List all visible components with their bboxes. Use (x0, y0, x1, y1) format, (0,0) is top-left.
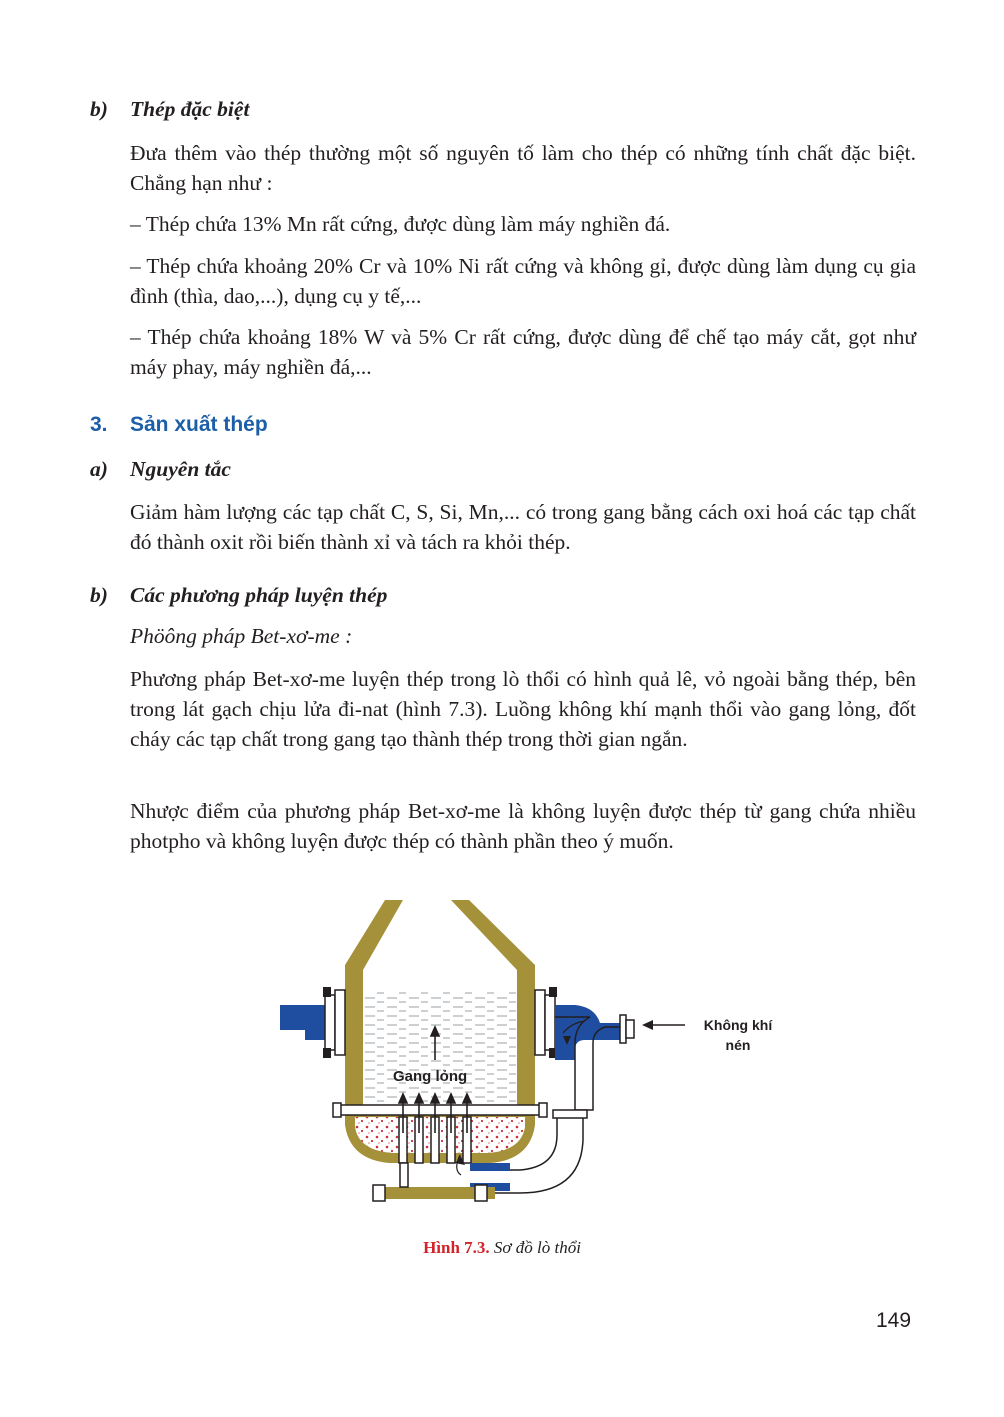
subsection-label: a) (90, 457, 108, 481)
figure-caption (0, 1238, 1004, 1258)
subsection-title: Nguyên tắc (130, 457, 231, 481)
paragraph-intro: Đưa thêm vào thép thường một số nguyên tố làm cho thép có những tính chất đặc biệt. Chẳng hạn như : (130, 141, 916, 195)
converter-diagram (275, 895, 795, 1215)
list-item: – Thép chứa 13% Mn rất cứng, được dùng làm máy nghiền đá. (130, 212, 671, 236)
subsection-label: b) (90, 97, 108, 121)
label-air-line2: nén (725, 1037, 751, 1053)
caption-text: Sơ đồ lò thổi (493, 1238, 581, 1257)
label-compressed-air (695, 1015, 781, 1055)
subsection-title: Thép đặc biệt (130, 97, 250, 121)
subsection-label: b) (90, 583, 108, 607)
subsection-title: Các phương pháp luyện thép (130, 583, 388, 607)
paragraph-principle: Giảm hàm lượng các tạp chất C, S, Si, Mn,... có trong gang bằng cách oxi hoá các tạp chất đó thành oxit rồi biến thành xỉ và tách ra khỏi thép. (130, 500, 916, 554)
paragraph-drawback: Nhược điểm của phương pháp Bet-xơ-me là không luyện được thép từ gang chứa nhiều photpho và không luyện được thép có thành phần theo ý muốn. (130, 799, 916, 853)
section-number: 3. (90, 413, 108, 436)
paragraph-method: Phương pháp Bet-xơ-me luyện thép trong lò thổi có hình quả lê, vỏ ngoài bằng thép, bên trong lát gạch chịu lửa đi-nat (hình 7.3). Luồng không khí mạnh thổi vào gang lỏng, đốt cháy các tạp chất trong gang tạo thành thép trong thời gian ngắn. (130, 667, 916, 751)
list-item: – Thép chứa khoảng 18% W và 5% Cr rất cứng, được dùng để chế tạo máy cắt, gọt như máy phay, máy nghiền đá,... (130, 325, 916, 379)
page-number: 149 (876, 1309, 912, 1332)
list-item: – Thép chứa khoảng 20% Cr và 10% Ni rất cứng và không gỉ, được dùng làm dụng cụ gia đình (thìa, dao,...), dụng cụ y tế,... (130, 254, 916, 308)
method-heading: Phöông pháp Bet-xơ-me : (130, 624, 353, 648)
section-title: Sản xuất thép (130, 413, 268, 436)
molten-iron (363, 990, 517, 1103)
air-inlet-blue-housing (555, 1005, 620, 1060)
ember-bed (355, 1117, 525, 1153)
label-molten-iron: Gang lỏng (393, 1068, 468, 1085)
label-air-line1: Không khí (703, 1017, 773, 1033)
caption-number: Hình 7.3. (423, 1238, 490, 1257)
